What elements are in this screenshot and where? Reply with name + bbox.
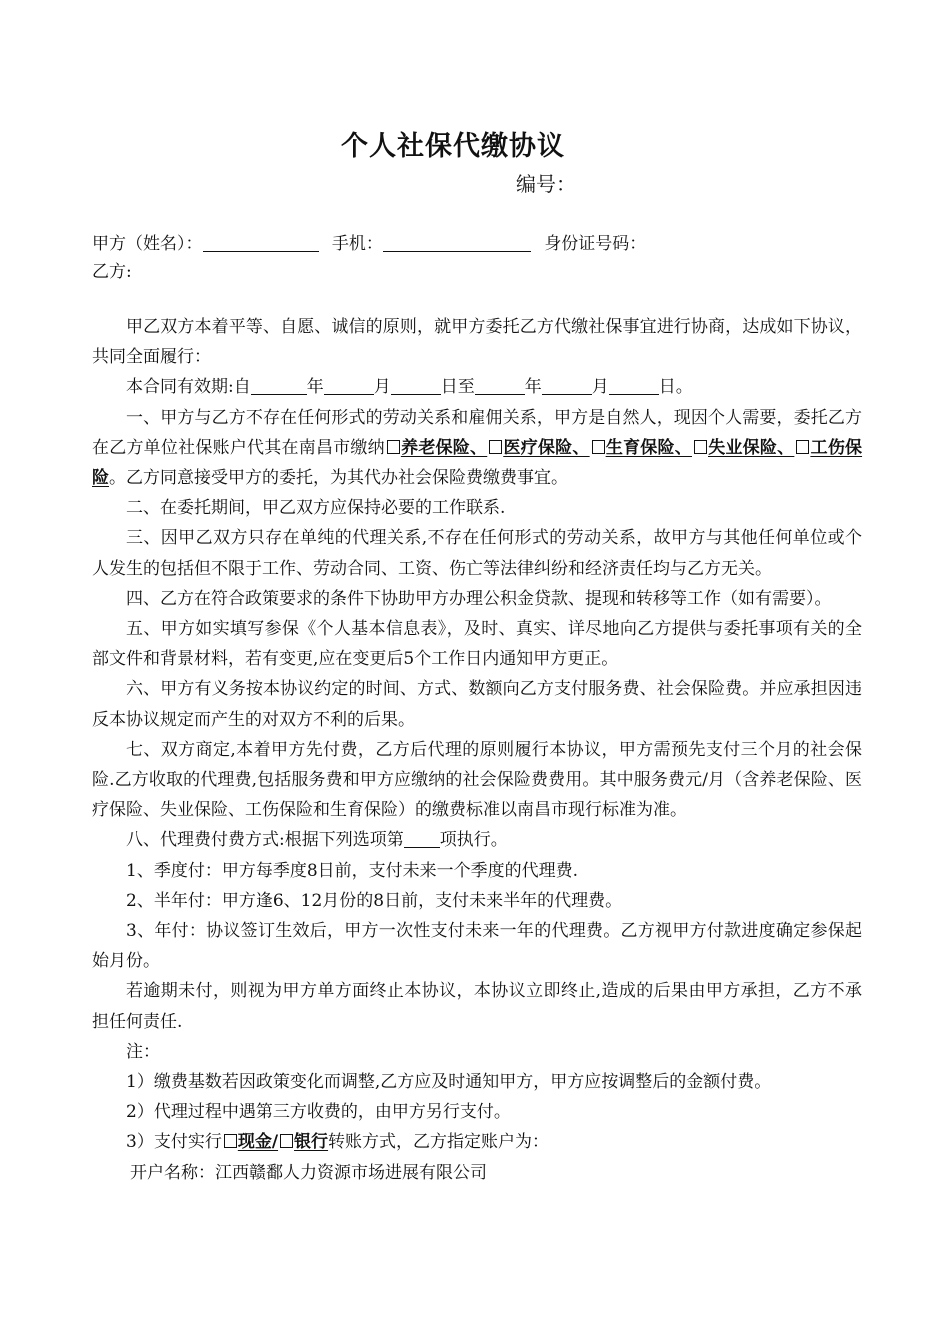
party-a-name-label: 甲方（姓名）： xyxy=(92,234,203,254)
note-1: 1）缴费基数若因政策变化而调整,乙方应及时通知甲方，甲方应按调整后的金额付费。 xyxy=(126,1072,772,1093)
agreement-body xyxy=(92,312,862,1188)
clause-8: 八、代理费付费方式:根据下列选项第 项执行。 xyxy=(126,830,508,851)
option-choice-blank[interactable] xyxy=(404,831,440,848)
account-name: 开户名称：江西赣鄱人力资源市场进展有限公司 xyxy=(130,1162,487,1183)
cash-checkbox[interactable] xyxy=(224,1134,237,1148)
overdue-clause: 若逾期未付，则视为甲方单方面终止本协议，本协议立即终止,造成的后果由甲方承担，乙方不承担任何责任. xyxy=(92,981,862,1032)
clause-3: 三、因甲乙双方只存在单纯的代理关系,不存在任何形式的劳动关系，故甲方与其他任何单位或个人发生的包括但不限于工作、劳动合同、工资、伤亡等法律纠纷和经济责任均与乙方无关。 xyxy=(92,528,862,579)
bank-checkbox[interactable] xyxy=(280,1134,293,1148)
intro-paragraph: 甲乙双方本着平等、自愿、诚信的原则，就甲方委托乙方代缴社保事宜进行协商，达成如下协议，共同全面履行： xyxy=(92,317,862,368)
party-a-phone-label: 手机： xyxy=(331,234,383,254)
maternity-checkbox[interactable] xyxy=(592,440,605,454)
end-month-blank[interactable] xyxy=(542,378,592,395)
clause-7: 七、双方商定,本着甲方先付费，乙方后代理的原则履行本协议，甲方需预先支付三个月的社会保险.乙方收取的代理费,包括服务费和甲方应缴纳的社会保险费费用。其中服务费元/月（含养老保险、医疗保险、失业保险、工伤保险和生育保险）的缴费标准以南昌市现行标准为准。 xyxy=(92,739,862,821)
clause-6: 六、甲方有义务按本协议约定的时间、方式、数额向乙方支付服务费、社会保险费。并应承担因违反本协议规定而产生的对双方不利的后果。 xyxy=(92,679,862,730)
clause-2: 二、在委托期间，甲乙双方应保持必要的工作联系. xyxy=(126,498,506,519)
end-day-blank[interactable] xyxy=(609,378,659,395)
clause-1: 一、甲方与乙方不存在任何形式的劳动关系和雇佣关系，甲方是自然人，现因个人需要，委托乙方在乙方单位社保账户代其在南昌市缴纳 养老保险、 医疗保险、 生育保险、 失业保险、 工伤保险。乙方同意接受甲方的委托，为其代办社会保险费缴费事宜。 xyxy=(92,407,863,489)
party-a-id-label: 身份证号码： xyxy=(544,234,647,254)
note-3: 3）支付实行 现金/ 银行转账方式，乙方指定账户为： xyxy=(126,1132,550,1153)
payment-option-2: 2、半年付：甲方逢6、12月份的8日前，支付未来半年的代理费。 xyxy=(126,890,623,911)
start-month-blank[interactable] xyxy=(324,378,374,395)
document-title: 个人社保代缴协议 xyxy=(341,131,565,162)
note-label: 注： xyxy=(126,1041,160,1062)
validity-paragraph: 本合同有效期:自 年 月 日至 年 月 日。 xyxy=(126,377,693,398)
unemployment-checkbox[interactable] xyxy=(694,440,707,454)
injury-checkbox[interactable] xyxy=(796,440,809,454)
clause-4: 四、乙方在符合政策要求的条件下协助甲方办理公积金贷款、提现和转移等工作（如有需要）。 xyxy=(126,588,832,609)
pension-checkbox[interactable] xyxy=(387,440,400,454)
party-a-name-blank[interactable] xyxy=(203,234,319,252)
note-2: 2）代理过程中遇第三方收费的，由甲方另行支付。 xyxy=(126,1102,511,1123)
medical-checkbox[interactable] xyxy=(489,440,502,454)
start-day-blank[interactable] xyxy=(391,378,441,395)
party-b-label: 乙方: xyxy=(92,262,132,282)
party-a-phone-blank[interactable] xyxy=(383,234,531,252)
serial-number-label: 编号： xyxy=(516,172,576,196)
start-year-blank[interactable] xyxy=(251,378,307,395)
party-a-line xyxy=(92,229,646,254)
end-year-blank[interactable] xyxy=(475,378,525,395)
payment-option-3: 3、年付：协议签订生效后，甲方一次性支付未来一年的代理费。乙方视甲方付款进度确定参保起始月份。 xyxy=(92,921,862,972)
clause-5: 五、甲方如实填写参保《个人基本信息表》，及时、真实、详尽地向乙方提供与委托事项有关的全部文件和背景材料，若有变更,应在变更后5个工作日内通知甲方更正。 xyxy=(92,619,862,670)
payment-option-1: 1、季度付：甲方每季度8日前，支付未来一个季度的代理费. xyxy=(126,860,579,881)
